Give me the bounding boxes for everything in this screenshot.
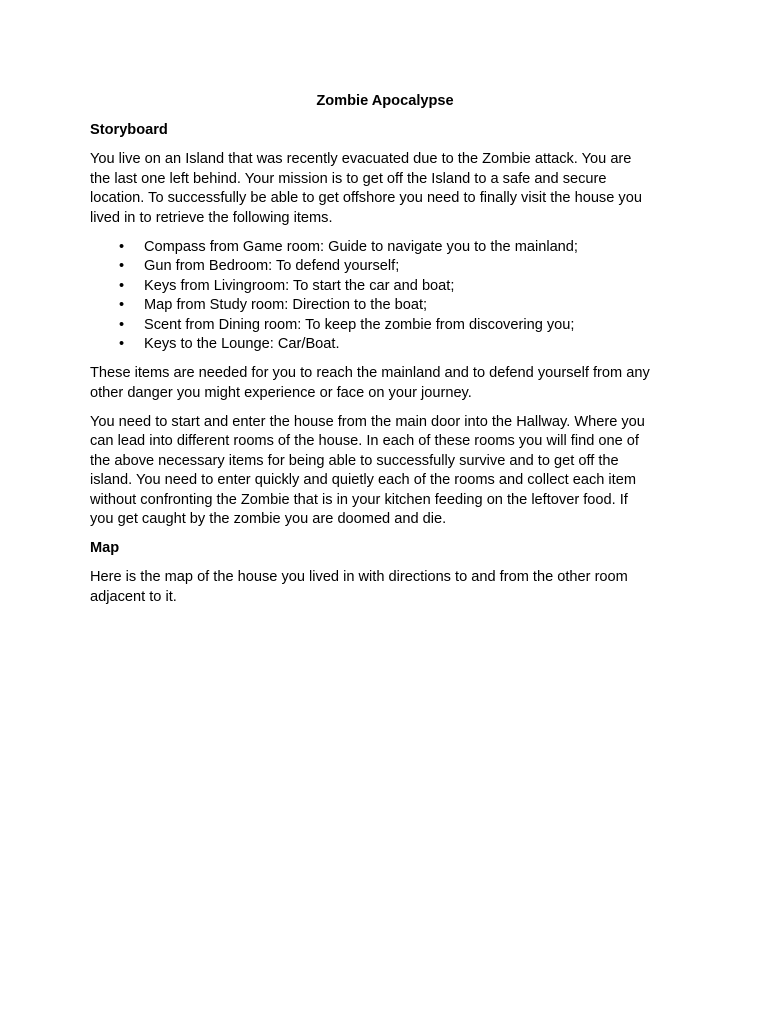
list-item-text: Scent from Dining room: To keep the zombie from discovering you; <box>144 316 575 333</box>
list-item <box>90 335 680 355</box>
storyboard-intro-paragraph <box>90 150 680 228</box>
text-line: can lead into different rooms of the house. In each of these rooms you will find one of <box>90 433 639 449</box>
text-line: the above necessary items for being able to successfully survive and to get off the <box>90 452 619 469</box>
required-items-list <box>90 238 680 355</box>
text-line: You need to start and enter the house from the main door into the Hallway. Where you <box>90 413 645 430</box>
bullet-icon: • <box>119 277 125 294</box>
text-line: lived in to retrieve the following items. <box>90 209 333 226</box>
text-line: without confronting the Zombie that is in your kitchen feeding on the leftover food. If <box>90 491 628 508</box>
list-item <box>90 316 680 336</box>
list-item-text: Keys from Livingroom: To start the car and boat; <box>144 277 455 294</box>
bullet-icon: • <box>119 297 125 313</box>
text-line: location. To successfully be able to get offshore you need to finally visit the house you <box>90 190 642 206</box>
text-line: These items are needed for you to reach the mainland and to defend yourself from any <box>90 365 650 381</box>
bullet-icon: • <box>119 316 125 333</box>
list-item-text: Compass from Game room: Guide to navigate you to the mainland; <box>144 238 578 255</box>
bullet-icon: • <box>119 258 125 274</box>
storyboard-heading: Storyboard <box>90 122 168 138</box>
bullet-icon: • <box>119 336 125 352</box>
text-line: Here is the map of the house you lived in with directions to and from the other room <box>90 569 628 585</box>
text-line: other danger you might experience or face on your journey. <box>90 384 472 401</box>
map-description-paragraph <box>90 568 680 607</box>
text-line: the last one left behind. Your mission is to get off the Island to a safe and secure <box>90 170 607 187</box>
document-page <box>90 92 680 617</box>
instructions-paragraph <box>90 413 680 530</box>
items-purpose-paragraph <box>90 364 680 403</box>
map-heading: Map <box>90 540 120 556</box>
list-item <box>90 238 680 258</box>
text-line: you get caught by the zombie you are doomed and die. <box>90 511 447 527</box>
text-line: adjacent to it. <box>90 588 177 605</box>
list-item-text: Map from Study room: Direction to the boat; <box>144 297 428 313</box>
bullet-icon: • <box>119 238 125 255</box>
list-item <box>90 296 680 316</box>
document-title: Zombie Apocalypse <box>316 93 454 109</box>
list-item-text: Gun from Bedroom: To defend yourself; <box>144 258 400 274</box>
list-item <box>90 257 680 277</box>
list-item <box>90 277 680 297</box>
text-line: island. You need to enter quickly and quietly each of the rooms and collect each item <box>90 472 636 488</box>
list-item-text: Keys to the Lounge: Car/Boat. <box>144 336 340 352</box>
text-line: You live on an Island that was recently evacuated due to the Zombie attack. You are <box>90 151 632 167</box>
